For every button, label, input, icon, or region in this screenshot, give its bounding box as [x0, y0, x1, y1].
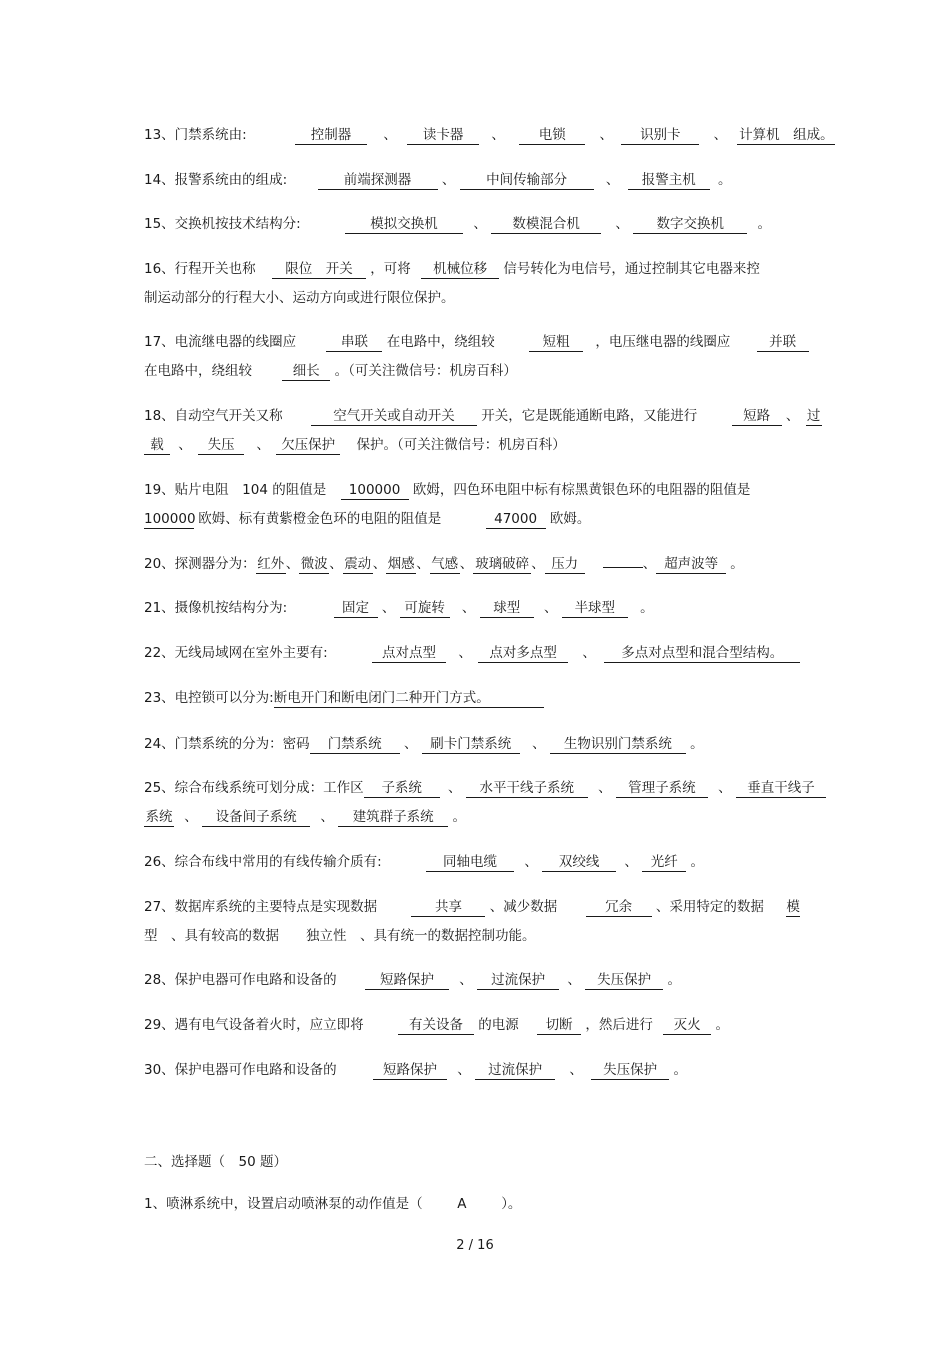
punctuation: 。	[673, 1062, 687, 1078]
answer: 电锁	[519, 127, 585, 145]
separator: 、	[615, 216, 629, 232]
separator: 、	[642, 556, 657, 572]
question-text: 在电路中，绕组较	[386, 334, 495, 350]
punctuation: 。	[690, 736, 704, 752]
question-19-line-1	[144, 481, 750, 500]
answer: 并联	[757, 334, 809, 352]
answer: 控制器	[295, 127, 367, 145]
question-text: 、减少数据	[489, 899, 558, 915]
separator: 、	[256, 437, 270, 453]
question-21	[144, 599, 654, 618]
answer: 烟感	[387, 556, 415, 572]
separator: 、	[599, 127, 614, 143]
question-text: 的电源	[478, 1017, 519, 1033]
separator: 、	[491, 127, 505, 143]
question-25-line-1	[144, 779, 826, 798]
question-29	[144, 1016, 729, 1035]
separator: 、	[457, 1062, 471, 1078]
separator: 、	[285, 556, 300, 572]
answer: 红外	[257, 556, 285, 572]
question-17-line-2	[144, 362, 517, 381]
page-number: 2 / 16	[456, 1238, 494, 1253]
question-text: 20、探测器分为：	[144, 556, 256, 572]
answer: 系统	[145, 809, 173, 825]
question-24	[144, 735, 704, 754]
answer: 前端探测器	[318, 172, 438, 190]
answer: 中间传输部分	[460, 172, 594, 190]
separator: 、	[567, 972, 581, 988]
question-19-line-2	[144, 510, 590, 529]
answer: 可旋转	[400, 600, 450, 618]
question-18-line-1	[144, 407, 822, 426]
answer: 水平干线子系统	[466, 780, 588, 798]
question-text: 19、贴片电阻 104 的阻值是	[144, 482, 327, 498]
separator: 、	[532, 736, 546, 752]
answer: 震动	[344, 556, 372, 572]
punctuation: ）。	[501, 1196, 522, 1212]
question-13	[144, 126, 835, 145]
separator: 、	[403, 736, 418, 752]
separator: 、	[718, 780, 732, 796]
answer: 欠压保护	[276, 437, 340, 455]
answer: 识别卡	[621, 127, 699, 145]
question-text: 欧姆，四色环电阻中标有棕黑黄银色环的电阻器的阻值是	[412, 482, 751, 498]
answer: 计算机 组成。	[739, 127, 834, 143]
punctuation: 。	[452, 809, 466, 825]
separator: 、	[458, 645, 472, 661]
answer: 共享	[411, 899, 485, 917]
section-heading: 二、选择题（ 50 题）	[144, 1154, 287, 1170]
separator: 、	[184, 809, 198, 825]
answer: 断电开门和断电闭门二种开门方式。	[274, 690, 544, 708]
question-15	[144, 215, 771, 234]
answer: 半球型	[562, 600, 628, 618]
answer: 点对点型	[372, 645, 446, 663]
question-22	[144, 644, 800, 663]
answer: 气感	[431, 556, 459, 572]
separator: 、	[605, 172, 620, 188]
answer: 微波	[300, 556, 328, 572]
separator: 、	[459, 556, 474, 572]
question-text: 开关，它是既能通断电路，又能进行	[481, 408, 698, 424]
answer: 过	[806, 408, 821, 424]
answer: 数字交换机	[633, 216, 747, 234]
question-16-line-2: 制运动部分的行程大小、运动方向或进行限位保护。	[144, 290, 455, 306]
answer: 子系统	[364, 780, 440, 798]
question-text: 14、报警系统由的组成:	[144, 172, 288, 188]
separator: 、	[381, 600, 396, 616]
punctuation: 。	[757, 216, 772, 232]
answer: 模拟交换机	[345, 216, 463, 234]
answer: 固定	[334, 600, 378, 618]
answer: 100000	[144, 511, 196, 527]
question-text: 17、电流继电器的线圈应	[144, 334, 297, 350]
question-23	[144, 689, 544, 708]
question-text: 21、摄像机按结构分为:	[144, 600, 288, 616]
punctuation: 。	[640, 600, 654, 616]
separator: 、	[544, 600, 558, 616]
separator: 、	[569, 1062, 583, 1078]
answer: 冗余	[586, 899, 652, 917]
answer: 生物识别门禁系统	[550, 736, 686, 754]
answer: 过流保护	[477, 972, 559, 990]
answer: 读卡器	[407, 127, 479, 145]
answer: 报警主机	[628, 172, 710, 190]
question-text: 、采用特定的数据	[655, 899, 764, 915]
answer: 多点对点型和混合型结构。	[604, 645, 800, 663]
answer: 压力	[545, 556, 585, 574]
separator: 、	[416, 556, 430, 572]
answer: 过流保护	[475, 1062, 555, 1080]
question-25-line-2	[144, 808, 466, 827]
separator: 、	[598, 780, 612, 796]
answer: 100000	[341, 482, 409, 500]
answer: 数模混合机	[491, 216, 601, 234]
answer: 空气开关或自动开关	[311, 408, 477, 426]
answer: 串联	[326, 334, 382, 352]
separator: 、	[329, 556, 343, 572]
answer: 载	[144, 437, 170, 455]
separator: 、	[531, 556, 545, 572]
answer: 切断	[537, 1017, 581, 1035]
answer: 短路保护	[373, 1062, 447, 1080]
question-text: 24、门禁系统的分为：密码	[144, 736, 310, 752]
question-text: 30、保护电器可作电路和设备的	[144, 1062, 337, 1078]
separator: 、	[383, 127, 397, 143]
punctuation: 。	[690, 854, 705, 870]
question-28	[144, 971, 681, 990]
question-text: 保护。（可关注微信号：机房百科）	[356, 437, 566, 453]
question-14	[144, 171, 732, 190]
question-text: 25、综合布线系统可划分成：工作区	[144, 780, 364, 796]
answer: 玻璃破碎	[475, 556, 530, 572]
separator: 、	[713, 127, 728, 143]
answer	[603, 567, 643, 568]
question-text: 28、保护电器可作电路和设备的	[144, 972, 337, 988]
separator: 、	[441, 172, 456, 188]
question-text: 1、喷淋系统中，设置启动喷淋泵的动作值是（	[144, 1196, 423, 1212]
question-text: 欧姆、标有黄紫橙金色环的电阻的阻值是	[198, 511, 442, 527]
separator: 、	[320, 809, 334, 825]
question-16-line-1	[144, 260, 760, 279]
answer: 球型	[480, 600, 534, 618]
answer: 点对多点型	[478, 645, 568, 663]
answer: 模	[786, 899, 800, 915]
answer: 超声波等	[656, 556, 726, 574]
answer: A	[457, 1196, 467, 1212]
question-text: ，可将	[370, 261, 411, 277]
answer: 限位 开关	[272, 261, 366, 279]
question-text: 23、电控锁可以分为:	[144, 690, 274, 706]
question-text: 26、综合布线中常用的有线传输介质有:	[144, 854, 382, 870]
question-text: 在电路中，绕组较	[144, 363, 252, 379]
punctuation: 。	[715, 1017, 729, 1033]
separator: 、	[178, 437, 192, 453]
answer: 47000	[486, 511, 546, 529]
question-text: 18、自动空气开关又称	[144, 408, 283, 424]
question-text: 信号转化为电信号，通过控制其它电器来控	[503, 261, 760, 277]
question-18-line-2	[144, 436, 566, 455]
question-text: 29、遇有电气设备着火时，应立即将	[144, 1017, 364, 1033]
question-17-line-1	[144, 333, 809, 352]
question-text: 27、数据库系统的主要特点是实现数据	[144, 899, 378, 915]
answer: 细长	[282, 363, 330, 381]
answer: 双绞线	[542, 854, 616, 872]
separator: 、	[582, 645, 596, 661]
punctuation: 。	[667, 972, 681, 988]
question-text: 16、行程开关也称	[144, 261, 256, 277]
answer: 垂直干线子	[736, 780, 826, 798]
separator: 、	[459, 972, 473, 988]
question-text: 。（可关注微信号：机房百科）	[334, 363, 517, 379]
choice-question-1	[144, 1195, 521, 1213]
answer: 门禁系统	[310, 736, 400, 754]
question-text: 22、无线局域网在室外主要有:	[144, 645, 328, 661]
answer: 刷卡门禁系统	[422, 736, 520, 754]
answer: 失压	[198, 437, 244, 455]
separator: 、	[473, 216, 487, 232]
separator: 、	[624, 854, 638, 870]
question-30	[144, 1061, 687, 1080]
punctuation: 。	[730, 556, 744, 572]
answer: 机械位移	[421, 261, 499, 279]
question-27-line-2: 型 、具有较高的数据 独立性 、具有统一的数据控制功能。	[144, 928, 536, 944]
question-text: 15、交换机按技术结构分:	[144, 216, 301, 232]
answer: 灭火	[663, 1017, 711, 1035]
answer: 设备间子系统	[202, 809, 310, 827]
question-27-line-1	[144, 898, 800, 917]
separator: 、	[785, 408, 800, 424]
answer: 短路保护	[365, 972, 449, 990]
question-20	[144, 555, 744, 574]
answer: 建筑群子系统	[338, 809, 448, 827]
question-26	[144, 853, 704, 872]
answer: 短粗	[529, 334, 583, 352]
separator: 、	[372, 556, 387, 572]
answer: 短路	[732, 408, 782, 426]
question-text: 13、门禁系统由:	[144, 127, 247, 143]
question-text: ，然后进行	[585, 1017, 653, 1033]
punctuation: 。	[718, 172, 732, 188]
question-text: 欧姆。	[549, 511, 591, 527]
answer: 失压保护	[585, 972, 663, 990]
separator: 、	[524, 854, 538, 870]
question-text: ，电压继电器的线圈应	[595, 334, 731, 350]
answer: 光纤	[642, 854, 686, 872]
answer: 同轴电缆	[426, 854, 514, 872]
answer: 有关设备	[398, 1017, 474, 1035]
separator: 、	[447, 780, 462, 796]
separator: 、	[461, 600, 476, 616]
answer: 失压保护	[591, 1062, 669, 1080]
answer: 管理子系统	[616, 780, 708, 798]
